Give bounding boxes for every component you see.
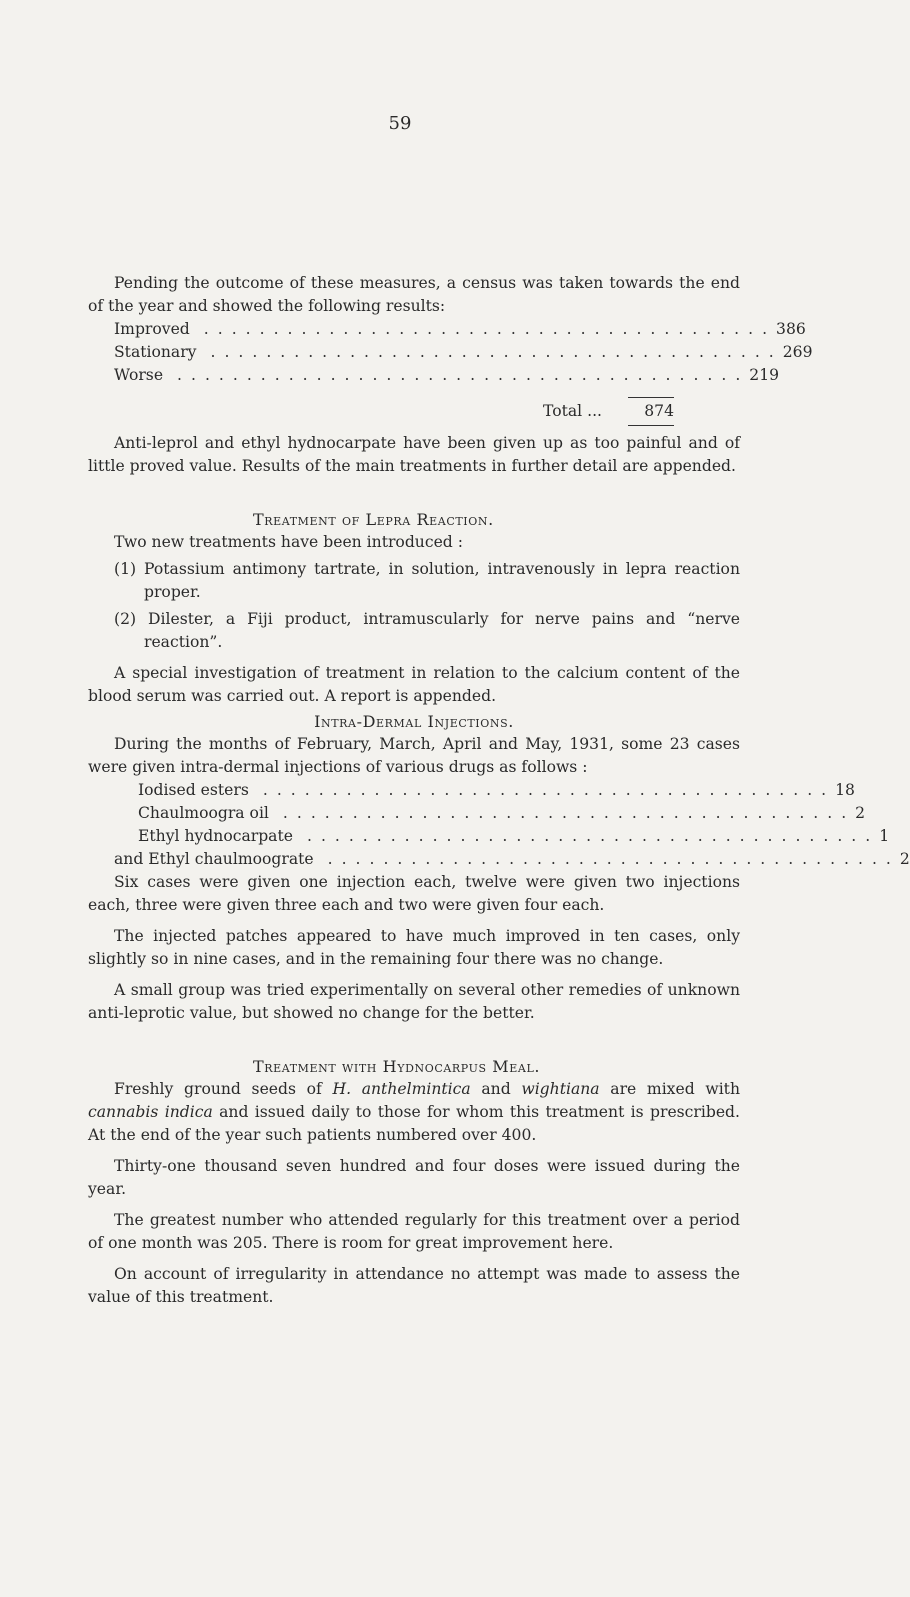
page-number: 59 — [388, 113, 412, 134]
total-label: Total ... — [543, 402, 602, 420]
census-label: Improved — [114, 320, 190, 338]
leader-dots: ......................................... — [327, 850, 900, 868]
anti-leprol-paragraph: Anti-leprol and ethyl hydnocarpate have been given up as too painful and of little proved value. Results of the main treatments in further detail are appended. — [88, 434, 740, 475]
census-value: 386 — [776, 320, 806, 338]
drug-row — [114, 848, 910, 871]
injected-patches-paragraph: The injected patches appeared to have much improved in ten cases, only slightly so in nine cases, and in the remaining four there was no change. — [88, 927, 740, 968]
drug-value: 18 — [835, 781, 855, 799]
page-body — [88, 272, 910, 1309]
census-table — [114, 318, 813, 387]
drug-row — [138, 779, 855, 802]
intro-paragraph: Pending the outcome of these measures, a census was taken towards the end of the year and showed the following results: — [88, 274, 740, 315]
species-name: cannabis indica — [88, 1103, 213, 1121]
six-cases-paragraph: Six cases were given one injection each, twelve were given two injections each, three were given three each and two were given four each. — [88, 873, 740, 914]
text-run: are mixed with — [599, 1080, 740, 1098]
drugs-table — [114, 779, 910, 871]
greatest-number-paragraph: The greatest number who attended regularly for this treatment over a period of one month was 205. There is room for great improvement here. — [88, 1211, 740, 1252]
drug-value: 2 — [899, 850, 910, 868]
leader-dots: ......................................... — [177, 366, 750, 384]
census-row — [114, 364, 780, 387]
heading-intra-dermal: Intra-Dermal Injections. — [314, 712, 514, 731]
leader-dots: ......................................... — [210, 343, 783, 361]
intradermal-intro: During the months of February, March, April and May, 1931, some 23 cases were given intra-dermal injections of various drugs as follows : — [88, 735, 740, 776]
census-value: 219 — [749, 366, 780, 384]
new-treatments-intro: Two new treatments have been introduced : — [114, 533, 464, 551]
census-value: 269 — [782, 343, 813, 361]
species-name: H. anthelmintica — [332, 1080, 471, 1098]
drug-row — [138, 802, 866, 825]
drug-value: 2 — [855, 804, 866, 822]
census-row — [114, 318, 806, 341]
text-run: and — [470, 1080, 522, 1098]
text-run: Freshly ground seeds of — [114, 1080, 333, 1098]
small-group-paragraph: A small group was tried experimentally on several other remedies of unknown anti-leprotic value, but showed no change for the better. — [88, 981, 740, 1022]
drug-label: Chaulmoogra oil — [138, 804, 269, 822]
special-investigation-paragraph: A special investigation of treatment in relation to the calcium content of the blood serum was carried out. A report is appended. — [88, 664, 740, 705]
treatment-item: (2) Dilester, a Fiji product, intramuscularly for nerve pains and “nerve reaction”. — [114, 610, 740, 651]
leader-dots: ......................................... — [203, 320, 777, 338]
freshly-ground-paragraph — [88, 1078, 740, 1147]
drug-label: and Ethyl chaulmoograte — [114, 850, 314, 868]
species-name: wightiana — [521, 1080, 600, 1098]
leader-dots: ......................................... — [282, 804, 856, 822]
leader-dots: ......................................... — [306, 827, 880, 845]
heading-hydnocarpus-meal: Treatment with Hydnocarpus Meal. — [253, 1057, 541, 1076]
census-label: Stationary — [114, 343, 197, 361]
total-value: 874 — [644, 402, 674, 420]
attendance-paragraph: On account of irregularity in attendance no attempt was made to assess the value of this treatment. — [88, 1265, 740, 1306]
heading-lepra-reaction: Treatment of Lepra Reaction. — [253, 510, 494, 529]
total-row — [114, 400, 674, 423]
treatment-item: (1) Potassium antimony tartrate, in solution, intravenously in lepra reaction proper. — [114, 560, 740, 601]
leader-dots: ......................................... — [262, 781, 836, 799]
total-rule-bottom — [628, 425, 674, 426]
drug-label: Iodised esters — [138, 781, 249, 799]
total-rule-top — [628, 397, 674, 398]
doses-paragraph: Thirty-one thousand seven hundred and four doses were issued during the year. — [88, 1157, 740, 1198]
census-label: Worse — [114, 366, 164, 384]
drug-row — [138, 825, 890, 848]
drug-value: 1 — [879, 827, 890, 845]
text-run: and issued daily to those for whom this treatment is prescribed. At the end of the year such patients numbered over 400. — [88, 1103, 740, 1144]
census-row — [114, 341, 813, 364]
census-total — [114, 397, 674, 426]
drug-label: Ethyl hydnocarpate — [138, 827, 293, 845]
